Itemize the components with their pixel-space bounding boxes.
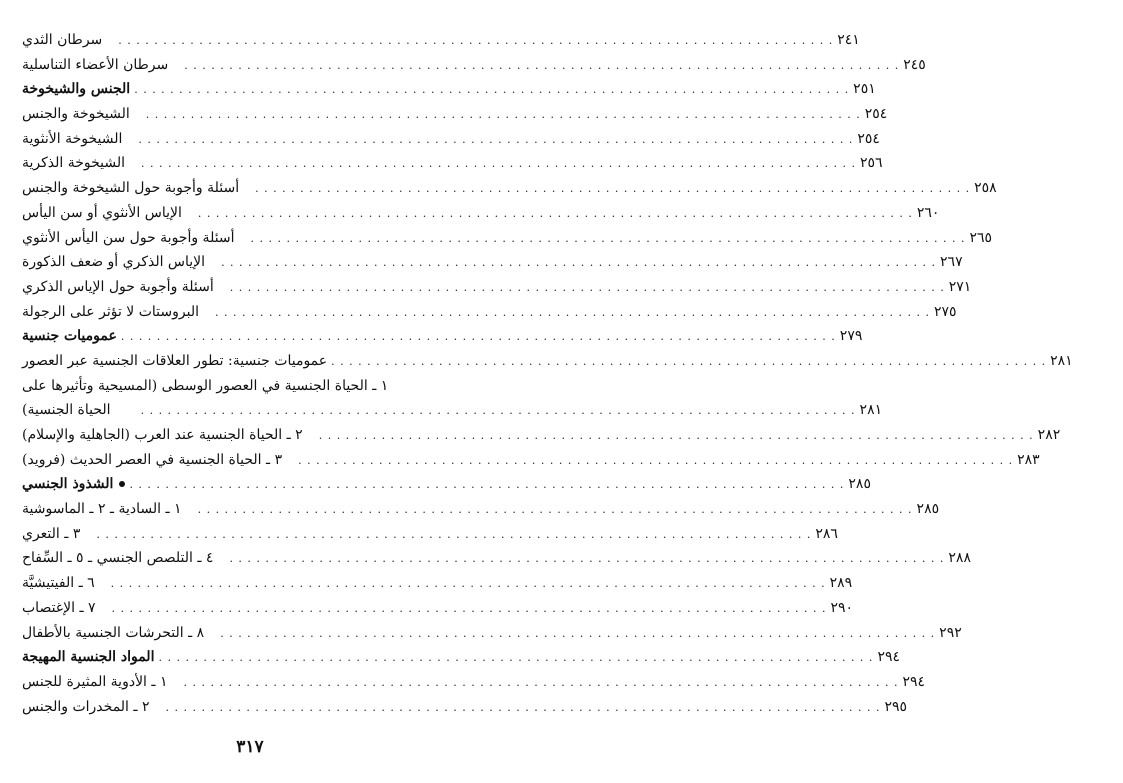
toc-entry-title <box>22 472 125 497</box>
dot-leader: . . . . . . . . . . . . . . . . . . . . . . . . . . . . . . . . . . . . . . . . . . . . . . . . . . . . . . . . . . . . . . . . . . . . . . . . . . . . . . . . <box>229 280 945 294</box>
dot-leader: . . . . . . . . . . . . . . . . . . . . . . . . . . . . . . . . . . . . . . . . . . . . . . . . . . . . . . . . . . . . . . . . . . . . . . . . . . . . . . . . <box>120 330 836 344</box>
toc-entry-page: ٢٥٨ <box>974 180 997 197</box>
toc-entry-title <box>22 571 107 596</box>
dot-leader: . . . . . . . . . . . . . . . . . . . . . . . . . . . . . . . . . . . . . . . . . . . . . . . . . . . . . . . . . . . . . . . . . . . . . . . . . . . . . . . . <box>221 256 937 270</box>
toc-entry-page: ٢٩٢ <box>939 624 962 641</box>
toc-entry-page: ٢٥٤ <box>864 106 888 123</box>
toc-entry-page: ٢٨٨ <box>948 550 971 567</box>
toc-entry <box>22 374 464 399</box>
toc-entry <box>22 102 888 127</box>
toc-entry-page: ٢٧٥ <box>933 303 957 320</box>
toc-entry-text: الإياس الأنثوي أو سن اليأس <box>22 204 182 221</box>
toc-entry-page: ٢٤٥ <box>903 56 926 73</box>
toc-entry-title <box>22 324 117 349</box>
toc-entry-title <box>22 374 400 399</box>
toc-entry <box>22 621 962 646</box>
page-number: ٣١٧ <box>236 737 264 757</box>
toc-entry-text: ٣ ـ التعري <box>22 525 81 542</box>
toc-entry-page: ٢٨٣ <box>1017 451 1040 468</box>
dot-leader: . . . . . . . . . . . . . . . . . . . . . . . . . . . . . . . . . . . . . . . . . . . . . . . . . . . . . . . . . . . . . . . . . . . . . . . . . . . . . . . . <box>158 651 874 665</box>
toc-entry-text: ١ ـ الأدوية المثيرة للجنس <box>22 673 168 690</box>
toc-entry-title <box>22 448 294 473</box>
toc-entry <box>22 349 1073 374</box>
toc-entry-text: ٤ ـ التلصص الجنسي ـ ٥ ـ السِّفاح <box>22 550 214 567</box>
toc-entry <box>22 670 926 695</box>
dot-leader: . . . . . . . . . . . . . . . . . . . . . . . . . . . . . . . . . . . . . . . . . . . . . . . . . . . . . . . . . . . . . . . . . . . . . . . . . . . . . . . . <box>140 404 856 418</box>
toc-entry-title <box>22 349 327 374</box>
toc-entry-page: ٢٧٩ <box>839 328 863 345</box>
toc-entry <box>22 596 854 621</box>
toc-entry-page: ٢٧١ <box>948 278 972 295</box>
toc-entry-page: ٢٦٥ <box>969 229 993 246</box>
table-of-contents <box>22 28 1073 719</box>
toc-entry-page: ٢٨٩ <box>829 575 853 592</box>
toc-entry <box>22 77 876 102</box>
toc-entry <box>22 250 963 275</box>
toc-entry-text: عموميات جنسية: تطور العلاقات الجنسية عبر العصور <box>22 352 328 369</box>
toc-entry-page: ٢٩٤ <box>902 673 926 690</box>
toc-entry-title <box>22 497 194 522</box>
toc-entry <box>22 695 908 720</box>
toc-entry-title <box>22 53 180 78</box>
toc-entry <box>22 522 838 547</box>
dot-leader: . . . . . . . . . . . . . . . . . . . . . . . . . . . . . . . . . . . . . . . . . . . . . . . . . . . . . . . . . . . . . . . . . . . . . . . . . . . . . . . . <box>111 601 827 615</box>
toc-entry-text: ٣ ـ الحياة الجنسية في العصر الحديث (فرويد) <box>22 451 283 468</box>
toc-entry-title <box>22 596 108 621</box>
toc-entry-title <box>22 398 137 423</box>
toc-entry-text: البروستات لا تؤثر على الرجولة <box>22 303 199 320</box>
toc-entry <box>22 151 883 176</box>
bullet-icon <box>119 481 125 487</box>
toc-entry <box>22 201 940 226</box>
dot-leader: . . . . . . . . . . . . . . . . . . . . . . . . . . . . . . . . . . . . . . . . . . . . . . . . . . . . . . . . . . . . . . . . . . . . . . . . . . . . . . . . <box>141 157 857 171</box>
toc-entry <box>22 127 880 152</box>
toc-entry-title <box>22 77 130 102</box>
toc-entry <box>22 423 1061 448</box>
dot-leader: . . . . . . . . . . . . . . . . . . . . . . . . . . . . . . . . . . . . . . . . . . . . . . . . . . . . . . . . . . . . . . . . . . . . . . . . . . . . . . . . <box>255 182 971 196</box>
toc-entry-page: ٢٨١ <box>859 402 883 419</box>
toc-entry-page: ٢٥٦ <box>860 155 883 172</box>
toc-entry <box>22 324 863 349</box>
toc-entry-title <box>22 275 226 300</box>
toc-entry-page: ٢٩٠ <box>830 599 854 616</box>
toc-entry-text: ١ ـ السادية ـ ٢ ـ الماسوشية <box>22 501 182 518</box>
toc-entry <box>22 645 900 670</box>
dot-leader: . . . . . . . . . . . . . . . . . . . . . . . . . . . . . . . . . . . . . . . . . . . . . . . . . . . . . . . . . . . . . . . . . . . . . . . . . . . . . . . . <box>229 552 945 566</box>
toc-entry-text: ٨ ـ التحرشات الجنسية بالأطفال <box>22 624 205 641</box>
dot-leader: . . . . . . . . . . . . . . . . . . . . . . . . . . . . . . . . . . . . . . . . . . . . . . . . . . . . . . . . . . . . . . . . . . . . . . . . . . . . . . . . <box>96 527 812 541</box>
dot-leader: . . . . . . . . . . . . . . . . . . . . . . . . . . . . . . . . . . . . . . . . . . . . . . . . . . . . . . . . . . . . . . . . . . . . . . . . . . . . . . . . <box>138 132 854 146</box>
toc-entry-page: ٢٩٤ <box>877 649 900 666</box>
toc-entry-text: أسئلة وأجوبة حول الإياس الذكري <box>22 278 214 295</box>
toc-entry-text: ٢ ـ المخدرات والجنس <box>22 698 150 715</box>
toc-entry-page: ٢٩٥ <box>884 698 908 715</box>
toc-entry-title <box>22 28 114 53</box>
toc-entry-text: أسئلة وأجوبة حول سن اليأس الأنثوي <box>22 229 235 246</box>
dot-leader: . . . . . . . . . . . . . . . . . . . . . . . . . . . . . . . . . . . . . . . . . . . . . . . . . . . . . . . . . . . . . . . . . . . . . . . . . . . . . . . . <box>118 34 834 47</box>
toc-entry-title <box>22 695 161 720</box>
toc-entry <box>22 546 971 571</box>
toc-entry-text: الحياة الجنسية) <box>22 402 111 419</box>
dot-leader: . . . . . . . . . . . . . . . . . . . . . . . . . . . . . . . . . . . . . . . . . . . . . . . . . . . . . . . . . . . . . . . . . . . . . . . . . . . . . . . . <box>220 626 936 640</box>
toc-entry-title <box>22 300 211 325</box>
toc-entry <box>22 28 860 53</box>
dot-leader: . . . . . . . . . . . . . . . . . . . . . . . . . . . . . . . . . . . . . . . . . . . . . . . . . . . . . . . . . . . . . . . . . . . . . . . . . . . . . . . . <box>298 453 1014 467</box>
toc-entry-text: الإياس الذكري أو ضعف الذكورة <box>22 254 206 271</box>
dot-leader: . . . . . . . . . . . . . . . . . . . . . . . . . . . . . . . . . . . . . . . . . . . . . . . . . . . . . . . . . . . . . . . . . . . . . . . . . . . . . . . . <box>110 577 826 591</box>
toc-entry-text: ٢ ـ الحياة الجنسية عند العرب (الجاهلية والإسلام) <box>22 427 303 443</box>
toc-entry <box>22 398 883 423</box>
toc-entry <box>22 497 940 522</box>
toc-entry-title <box>22 423 315 448</box>
toc-entry-text: ٦ ـ الفيتيشيَّة <box>22 575 95 592</box>
toc-entry-text: ١ ـ الحياة الجنسية في العصور الوسطى (المسيحية وتأثيرها على <box>22 377 389 394</box>
dot-leader: . . . . . . . . . . . . . . . . . . . . . . . . . . . . . . . . . . . . . . . . . . . . . . . . . . . . . . . . . . . . . . . . . . . . . . . . . . . . . . . . <box>184 58 900 72</box>
dot-leader: . . . . . . . . . . . . . . . . . . . . . . . . . . . . . . . . . . . . . . . . . . . . . . . . . . . . . . . . . . . . . . . . . . . . . . . . . . . . . . . . <box>331 354 1047 368</box>
toc-entry-title <box>22 670 179 695</box>
toc-entry-page: ٢٨٥ <box>916 501 940 518</box>
dot-leader: . . . . . . . . . . . . . . . . . . . . . . . . . . . . . . . . . . . . . . . . . . . . . . . . . . . . . . . . . . . . . . . . . . . . . . . . . . . . . . . . <box>215 305 930 319</box>
toc-entry <box>22 300 957 325</box>
dot-leader: . . . . . . . . . . . . . . . . . . . . . . . . . . . . . . . . . . . . . . . . . . . . . . . . . . . . . . . . . . . . . . . . . . . . . . . . . . . . . . . . <box>197 206 913 220</box>
toc-entry-title <box>22 102 142 127</box>
dot-leader: . . . . . . . . . . . . . . . . . . . . . . . . . . . . . . . . . . . . . . . . . . . . . . . . . . . . . . . . . . . . . . . . . . . . . . . . . . . . . . . . <box>165 700 881 714</box>
toc-entry-text: الشذوذ الجنسي <box>22 476 114 493</box>
toc-entry-text: المواد الجنسية المهيجة <box>22 649 155 666</box>
dot-leader: . . . . . . . . . . . . . . . . . . . . . . . . . . . . . . . . . . . . . . . . . . . . . . . . . . . . . . . . . . . . . . . . . . . . . . . . . . . . . . . . <box>145 108 861 122</box>
toc-entry-page: ٢٦٧ <box>940 254 963 271</box>
toc-entry-text: أسئلة وأجوبة حول الشيخوخة والجنس <box>22 180 240 197</box>
toc-entry-text: ٧ ـ الإغتصاب <box>22 599 96 616</box>
dot-leader: . . . . . . . . . . . . . . . . . . . . . . . . . . . . . . . . . . . . . . . . . . . . . . . . . . . . . . . . . . . . . . . . . . . . . . . . . . . . . . . . <box>197 503 913 517</box>
toc-entry <box>22 53 926 78</box>
toc-entry-page: ٢٨٢ <box>1037 427 1061 443</box>
toc-entry-text: سرطان الأعضاء التناسلية <box>22 56 169 73</box>
toc-entry <box>22 275 972 300</box>
toc-entry-page: ٢٥٤ <box>857 130 880 147</box>
toc-entry-title <box>22 226 247 251</box>
toc-entry-title <box>22 645 154 670</box>
toc-entry-page: ٢٥١ <box>853 81 876 98</box>
toc-entry-text: الشيخوخة الأنثوية <box>22 130 123 147</box>
toc-entry <box>22 472 871 497</box>
toc-entry-page: ٢٤١ <box>837 32 860 48</box>
dot-leader: . . . . . . . . . . . . . . . . . . . . . . . . . . . . . . . . . . . . . . . . . . . . . . . . . . . . . . . . . . . . . . . . . . . . . . . . . . . . . . . . <box>318 429 1034 442</box>
toc-entry-title <box>22 176 251 201</box>
toc-entry-title <box>22 151 137 176</box>
toc-entry-text: الشيخوخة والجنس <box>22 106 130 123</box>
toc-entry-title <box>22 522 92 547</box>
toc-entry-title <box>22 127 134 152</box>
toc-entry-text: الجنس والشيخوخة <box>22 81 131 98</box>
toc-entry-page: ٢٨٥ <box>848 476 871 493</box>
toc-entry-title <box>22 250 217 275</box>
toc-entry-text: عموميات جنسية <box>22 328 117 345</box>
dot-leader: . . . . . . . . . . . . . . . . . . . . . . . . . . . . . . . . . . . . . . . . . . . . . . . . . . . . . . . . . . . . . . . . . . . . . . . . . . . . . . . . <box>129 478 845 492</box>
toc-entry-title <box>22 546 225 571</box>
toc-entry-text: سرطان الثدي <box>22 32 103 48</box>
toc-entry <box>22 448 1040 473</box>
toc-entry <box>22 226 993 251</box>
toc-entry-text: الشيخوخة الذكرية <box>22 155 126 172</box>
dot-leader: . . . . . . . . . . . . . . . . . . . . . . . . . . . . . . . . . . . . . . . . . . . . . . . . . . . . . . . . . . . . . . . . . . . . . . . . . . . . . . . . <box>134 83 850 97</box>
toc-entry <box>22 571 853 596</box>
toc-entry-page: ٢٨٦ <box>815 525 838 542</box>
toc-entry <box>22 176 997 201</box>
dot-leader: . . . . . . . . . . . . . . . . . . . . . . . . . . . . . . . . . . . . . . . . . . . . . . . . . . . . . . . . . . . . . . . . . . . . . . . . . . . . . . . . <box>183 675 899 689</box>
toc-entry-title <box>22 201 194 226</box>
toc-entry-page: ٢٨١ <box>1050 352 1073 369</box>
dot-leader: . . . . . . . . . . . . . . . . . . . . . . . . . . . . . . . . . . . . . . . . . . . . . . . . . . . . . . . . . . . . . . . . . . . . . . . . . . . . . . . . <box>250 231 966 245</box>
toc-entry-title <box>22 621 216 646</box>
toc-entry-page: ٢٦٠ <box>916 204 940 221</box>
